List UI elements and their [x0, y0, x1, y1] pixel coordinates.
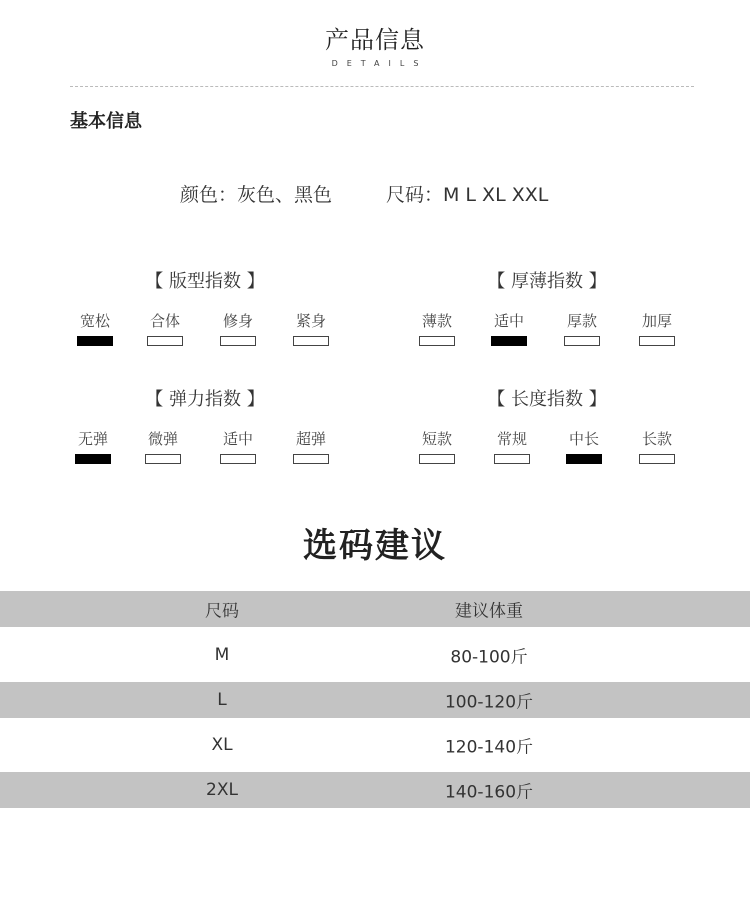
index-item-label: 修身 — [222, 312, 253, 330]
index-indicator — [419, 454, 455, 464]
index-indicator — [419, 336, 455, 346]
index-indicator — [564, 336, 600, 346]
index-indicator — [147, 336, 183, 346]
index-item — [629, 310, 685, 346]
index-item-label: 合体 — [149, 312, 180, 330]
index-item — [409, 310, 465, 346]
index-item — [67, 310, 123, 346]
index-indicator — [220, 454, 256, 464]
index-item — [65, 428, 121, 464]
index-indicator — [639, 454, 675, 464]
size-cell: 2XL — [206, 780, 238, 800]
index-item-label: 薄款 — [421, 312, 452, 330]
thickness-index-title: 【 厚薄指数 】 — [487, 271, 607, 292]
page-title: 产品信息 — [325, 26, 425, 54]
index-item-label: 无弹 — [77, 430, 108, 448]
column-header-size: 尺码 — [205, 601, 239, 622]
index-item — [484, 428, 540, 464]
index-item-label: 厚款 — [566, 312, 597, 330]
table-row — [0, 682, 750, 718]
index-item — [554, 310, 610, 346]
index-item — [481, 310, 537, 346]
index-indicator — [293, 454, 329, 464]
table-row — [0, 772, 750, 808]
index-item — [629, 428, 685, 464]
index-item — [210, 310, 266, 346]
size-cell: XL — [211, 735, 233, 755]
size-info: 尺码：M L XL XXL — [386, 184, 549, 206]
basic-info-heading: 基本信息 — [70, 111, 142, 132]
color-info: 颜色：灰色、黑色 — [180, 184, 333, 206]
index-item-label: 适中 — [222, 430, 253, 448]
index-item-label: 常规 — [496, 430, 527, 448]
page-subtitle: DETAILS — [331, 59, 428, 68]
index-indicator — [639, 336, 675, 346]
fit-index-title: 【 版型指数 】 — [145, 271, 265, 292]
table-row — [0, 627, 750, 682]
index-item — [210, 428, 266, 464]
index-indicator — [494, 454, 530, 464]
index-item-label: 长款 — [641, 430, 672, 448]
index-indicator — [77, 336, 113, 346]
weight-cell: 120-140斤 — [444, 737, 534, 758]
index-indicator — [220, 336, 256, 346]
index-indicator — [75, 454, 111, 464]
index-indicator — [145, 454, 181, 464]
index-item-label: 超弹 — [295, 430, 326, 448]
index-indicator — [293, 336, 329, 346]
size-suggestion-title: 选码建议 — [303, 526, 447, 566]
index-item — [409, 428, 465, 464]
index-item — [556, 428, 612, 464]
index-item-label: 短款 — [421, 430, 452, 448]
index-indicator — [566, 454, 602, 464]
length-index-title: 【 长度指数 】 — [487, 389, 607, 410]
dashed-divider — [70, 86, 694, 87]
index-item-label: 紧身 — [295, 312, 326, 330]
table-header-row — [0, 591, 750, 627]
index-item — [283, 310, 339, 346]
index-item — [137, 310, 193, 346]
column-header-weight: 建议体重 — [455, 601, 523, 622]
table-row — [0, 718, 750, 772]
page-header — [0, 20, 750, 68]
weight-cell: 140-160斤 — [444, 782, 534, 803]
size-cell: L — [217, 690, 227, 710]
size-table — [0, 591, 750, 808]
weight-cell: 80-100斤 — [450, 647, 528, 667]
weight-cell: 100-120斤 — [444, 692, 534, 713]
index-item — [135, 428, 191, 464]
index-item-label: 微弹 — [147, 430, 178, 448]
index-item-label: 适中 — [493, 312, 524, 330]
index-item-label: 加厚 — [641, 312, 672, 330]
index-item — [283, 428, 339, 464]
size-cell: M — [214, 644, 230, 665]
index-indicator — [491, 336, 527, 346]
index-item-label: 中长 — [568, 430, 599, 448]
elasticity-index-title: 【 弹力指数 】 — [145, 389, 265, 410]
index-item-label: 宽松 — [79, 312, 110, 330]
